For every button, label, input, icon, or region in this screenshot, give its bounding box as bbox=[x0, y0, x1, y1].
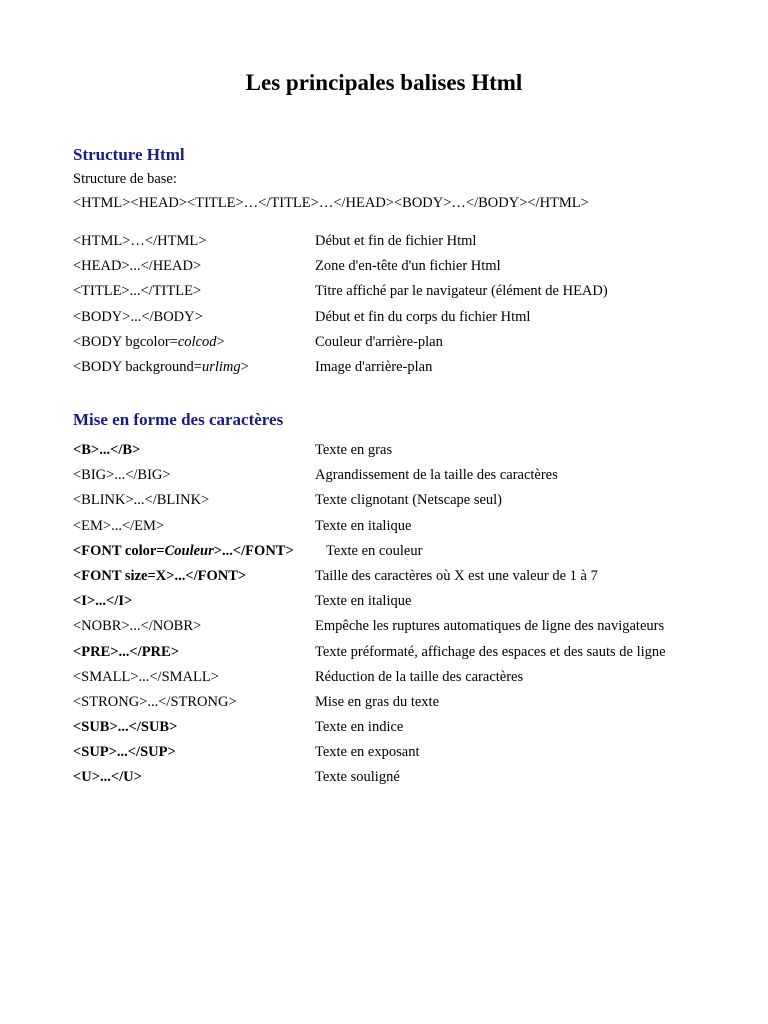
tag-description: Début et fin du corps du fichier Html bbox=[315, 308, 531, 325]
tag-description: Zone d'en-tête d'un fichier Html bbox=[315, 258, 501, 275]
section-heading-characters: Mise en forme des caractères bbox=[73, 410, 284, 429]
tag-syntax bbox=[73, 233, 206, 250]
tag-description: Texte clignotant (Netscape seul) bbox=[315, 492, 503, 509]
tag-row bbox=[73, 669, 733, 694]
tag-row bbox=[73, 467, 733, 492]
structure-code: <HTML><HEAD><TITLE>…</TITLE>…</HEAD><BODY>…</BODY></HTML> bbox=[73, 195, 589, 211]
tag-suffix: > bbox=[216, 333, 225, 350]
tag-syntax bbox=[73, 593, 132, 610]
tag-text: <BIG>...</BIG> bbox=[73, 467, 171, 484]
tag-description: Image d'arrière-plan bbox=[315, 358, 433, 375]
tag-syntax bbox=[73, 258, 201, 275]
tag-description: Texte en exposant bbox=[315, 744, 420, 761]
tag-syntax bbox=[73, 769, 142, 786]
tag-syntax bbox=[73, 283, 201, 300]
tag-text: <BODY>...</BODY> bbox=[73, 308, 203, 325]
tag-row bbox=[73, 334, 733, 359]
tag-description: Réduction de la taille des caractères bbox=[315, 668, 524, 685]
tag-description: Empêche les ruptures automatiques de ligne des navigateurs bbox=[315, 618, 665, 635]
tag-syntax bbox=[73, 694, 237, 711]
tag-syntax bbox=[73, 744, 176, 761]
tag-suffix: > bbox=[240, 358, 249, 375]
tag-text: <I>...</I> bbox=[73, 593, 133, 610]
structure-tag-list bbox=[73, 233, 733, 384]
tag-text: <HTML>…</HTML> bbox=[73, 233, 207, 249]
tag-description: Texte en couleur bbox=[326, 542, 423, 559]
tag-row bbox=[73, 719, 733, 744]
section-heading-structure: Structure Html bbox=[73, 145, 185, 164]
tag-description: Texte en italique bbox=[315, 593, 412, 610]
tag-syntax bbox=[73, 467, 171, 484]
tag-text: <PRE>...</PRE> bbox=[73, 643, 179, 660]
tag-text: <SMALL>...</SMALL> bbox=[73, 668, 219, 685]
tag-syntax bbox=[73, 309, 203, 326]
tag-syntax bbox=[73, 543, 294, 560]
tag-text: <B>...</B> bbox=[73, 442, 141, 458]
tag-description: Texte en gras bbox=[315, 442, 393, 458]
tag-syntax bbox=[73, 359, 249, 376]
tag-text: <TITLE>...</TITLE> bbox=[73, 283, 202, 300]
tag-row bbox=[73, 618, 733, 643]
tag-text: <FONT color= bbox=[73, 542, 165, 559]
tag-row bbox=[73, 258, 733, 283]
tag-row bbox=[73, 283, 733, 308]
tag-text: <SUP>...</SUP> bbox=[73, 744, 176, 761]
tag-text: <U>...</U> bbox=[73, 769, 142, 786]
tag-row bbox=[73, 769, 733, 794]
tag-syntax bbox=[73, 568, 246, 585]
tag-placeholder: urlimg bbox=[201, 358, 241, 375]
tag-syntax bbox=[73, 492, 209, 509]
tag-text: <FONT size=X>...</FONT> bbox=[73, 567, 247, 584]
tag-placeholder: colcod bbox=[177, 333, 217, 350]
tag-description: Titre affiché par le navigateur (élément de HEAD) bbox=[315, 283, 608, 300]
tag-text: <HEAD>...</HEAD> bbox=[73, 258, 202, 275]
tag-row bbox=[73, 568, 733, 593]
tag-description: Texte en indice bbox=[315, 719, 404, 736]
tag-syntax bbox=[73, 669, 219, 686]
tag-row bbox=[73, 492, 733, 517]
tag-description: Texte en italique bbox=[315, 517, 412, 534]
tag-syntax bbox=[73, 644, 179, 661]
tag-row bbox=[73, 694, 733, 719]
tag-row bbox=[73, 644, 733, 669]
tag-text: <SUB>...</SUB> bbox=[73, 719, 178, 736]
tag-description: Texte souligné bbox=[315, 769, 400, 786]
tag-row bbox=[73, 233, 733, 258]
tag-syntax bbox=[73, 334, 225, 351]
tag-syntax bbox=[73, 719, 177, 736]
tag-syntax bbox=[73, 618, 201, 635]
tag-text: <BODY bgcolor= bbox=[73, 333, 178, 350]
tag-text: <EM>...</EM> bbox=[73, 517, 165, 534]
tag-row bbox=[73, 593, 733, 618]
tag-description: Couleur d'arrière-plan bbox=[315, 333, 443, 350]
character-tag-list bbox=[73, 442, 733, 795]
tag-text: <STRONG>...</STRONG> bbox=[73, 693, 237, 710]
tag-text: <BODY background= bbox=[73, 358, 202, 375]
tag-description: Mise en gras du texte bbox=[315, 693, 440, 710]
tag-text: <NOBR>...</NOBR> bbox=[73, 618, 202, 635]
tag-syntax bbox=[73, 442, 140, 459]
tag-description: Texte préformaté, affichage des espaces et des sauts de ligne bbox=[315, 643, 666, 660]
tag-description: Taille des caractères où X est une valeur de 1 à 7 bbox=[315, 567, 598, 584]
tag-row bbox=[73, 442, 733, 467]
tag-description: Agrandissement de la taille des caractères bbox=[315, 467, 558, 484]
tag-row bbox=[73, 518, 733, 543]
structure-intro: Structure de base: bbox=[73, 171, 177, 187]
tag-text: <BLINK>...</BLINK> bbox=[73, 492, 210, 509]
tag-row bbox=[73, 744, 733, 769]
tag-suffix: >...</FONT> bbox=[213, 542, 294, 559]
tag-description: Début et fin de fichier Html bbox=[315, 233, 477, 249]
tag-row bbox=[73, 309, 733, 334]
tag-row bbox=[73, 543, 733, 568]
tag-placeholder: Couleur bbox=[164, 542, 214, 559]
tag-syntax bbox=[73, 518, 164, 535]
tag-row bbox=[73, 359, 733, 384]
page-title: Les principales balises Html bbox=[245, 70, 523, 95]
